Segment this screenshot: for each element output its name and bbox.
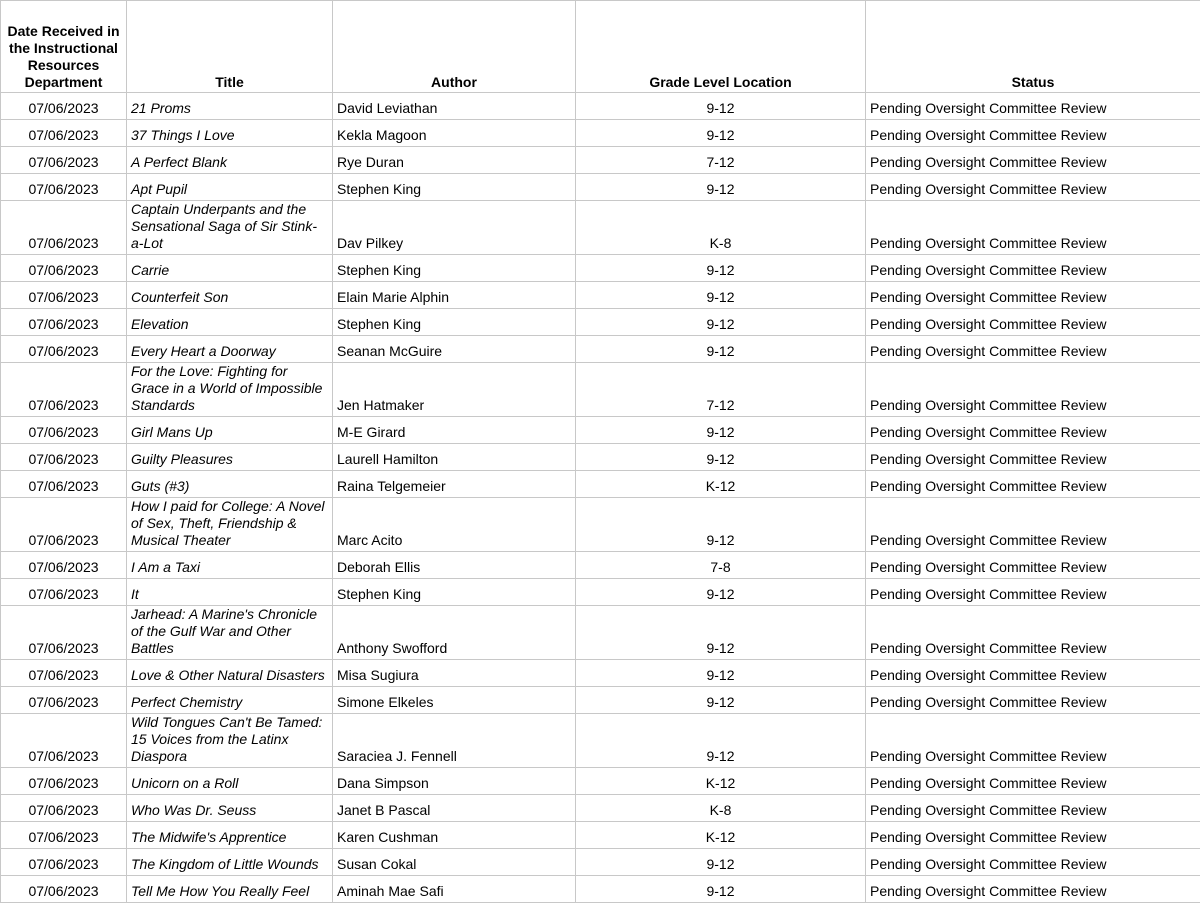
cell-grade[interactable]: 9-12 [576,498,866,552]
cell-author[interactable]: Elain Marie Alphin [333,282,576,309]
cell-status[interactable]: Pending Oversight Committee Review [866,822,1200,849]
cell-grade[interactable]: 9-12 [576,687,866,714]
table-row [1,363,1200,417]
cell-status[interactable]: Pending Oversight Committee Review [866,120,1200,147]
cell-author[interactable]: Stephen King [333,255,576,282]
cell-status[interactable]: Pending Oversight Committee Review [866,255,1200,282]
cell-date[interactable]: 07/06/2023 [1,282,127,309]
cell-author[interactable]: Dana Simpson [333,768,576,795]
cell-author[interactable]: Karen Cushman [333,822,576,849]
cell-title[interactable]: The Kingdom of Little Wounds [127,849,333,876]
cell-date[interactable]: 07/06/2023 [1,822,127,849]
cell-title[interactable]: Every Heart a Doorway [127,336,333,363]
table-row [1,498,1200,552]
table-row [1,876,1200,903]
cell-author[interactable]: Saraciea J. Fennell [333,714,576,768]
cell-status[interactable]: Pending Oversight Committee Review [866,336,1200,363]
cell-title[interactable]: 21 Proms [127,93,333,120]
cell-title[interactable]: Carrie [127,255,333,282]
cell-title[interactable]: The Midwife's Apprentice [127,822,333,849]
cell-grade[interactable]: 9-12 [576,849,866,876]
cell-author[interactable]: Jen Hatmaker [333,363,576,417]
cell-date[interactable]: 07/06/2023 [1,768,127,795]
table-row [1,282,1200,309]
cell-grade[interactable]: 7-8 [576,552,866,579]
cell-author[interactable]: Laurell Hamilton [333,444,576,471]
table-row [1,714,1200,768]
table-row [1,336,1200,363]
cell-grade[interactable]: K-12 [576,822,866,849]
cell-author[interactable]: Janet B Pascal [333,795,576,822]
table-row [1,579,1200,606]
cell-status[interactable]: Pending Oversight Committee Review [866,552,1200,579]
table-row [1,687,1200,714]
cell-status[interactable]: Pending Oversight Committee Review [866,849,1200,876]
cell-status[interactable]: Pending Oversight Committee Review [866,606,1200,660]
cell-title[interactable]: Guilty Pleasures [127,444,333,471]
cell-date[interactable]: 07/06/2023 [1,498,127,552]
cell-date[interactable]: 07/06/2023 [1,660,127,687]
cell-author[interactable]: Dav Pilkey [333,201,576,255]
cell-author[interactable]: Misa Sugiura [333,660,576,687]
cell-title[interactable]: Love & Other Natural Disasters [127,660,333,687]
cell-grade[interactable]: 9-12 [576,606,866,660]
cell-status[interactable]: Pending Oversight Committee Review [866,147,1200,174]
cell-grade[interactable]: K-12 [576,471,866,498]
cell-status[interactable]: Pending Oversight Committee Review [866,201,1200,255]
table-row [1,309,1200,336]
table-row [1,552,1200,579]
cell-title[interactable]: Counterfeit Son [127,282,333,309]
cell-date[interactable]: 07/06/2023 [1,120,127,147]
cell-title[interactable]: Girl Mans Up [127,417,333,444]
cell-date[interactable]: 07/06/2023 [1,579,127,606]
cell-author[interactable]: Raina Telgemeier [333,471,576,498]
cell-title[interactable]: Who Was Dr. Seuss [127,795,333,822]
cell-date[interactable]: 07/06/2023 [1,444,127,471]
cell-date[interactable]: 07/06/2023 [1,363,127,417]
header-title[interactable]: Title [127,1,333,93]
table-row [1,417,1200,444]
cell-date[interactable]: 07/06/2023 [1,876,127,903]
cell-author[interactable]: Rye Duran [333,147,576,174]
cell-grade[interactable]: 9-12 [576,444,866,471]
cell-grade[interactable]: 9-12 [576,714,866,768]
cell-status[interactable]: Pending Oversight Committee Review [866,417,1200,444]
cell-date[interactable]: 07/06/2023 [1,471,127,498]
cell-title[interactable]: I Am a Taxi [127,552,333,579]
cell-grade[interactable]: 9-12 [576,174,866,201]
header-author[interactable]: Author [333,1,576,93]
cell-status[interactable]: Pending Oversight Committee Review [866,363,1200,417]
cell-grade[interactable]: 9-12 [576,282,866,309]
cell-title[interactable]: Wild Tongues Can't Be Tamed: 15 Voices from the Latinx Diaspora [127,714,333,768]
table-row [1,849,1200,876]
cell-author[interactable]: Aminah Mae Safi [333,876,576,903]
cell-title[interactable]: Elevation [127,309,333,336]
cell-status[interactable]: Pending Oversight Committee Review [866,768,1200,795]
cell-date[interactable]: 07/06/2023 [1,201,127,255]
cell-grade[interactable]: 9-12 [576,336,866,363]
cell-title[interactable]: Captain Underpants and the Sensational Saga of Sir Stink-a-Lot [127,201,333,255]
cell-grade[interactable]: 9-12 [576,120,866,147]
cell-date[interactable]: 07/06/2023 [1,849,127,876]
cell-author[interactable]: Stephen King [333,309,576,336]
cell-grade[interactable]: 9-12 [576,660,866,687]
cell-grade[interactable]: 9-12 [576,417,866,444]
cell-status[interactable]: Pending Oversight Committee Review [866,93,1200,120]
table-row [1,768,1200,795]
cell-title[interactable]: Unicorn on a Roll [127,768,333,795]
table-row [1,444,1200,471]
cell-author[interactable]: Kekla Magoon [333,120,576,147]
cell-grade[interactable]: 9-12 [576,309,866,336]
header-date[interactable]: Date Received in the Instructional Resources Department [1,1,127,93]
header-row [1,1,1200,93]
cell-author[interactable]: Simone Elkeles [333,687,576,714]
cell-author[interactable]: Seanan McGuire [333,336,576,363]
cell-status[interactable]: Pending Oversight Committee Review [866,876,1200,903]
cell-grade[interactable]: K-8 [576,201,866,255]
cell-author[interactable]: Stephen King [333,174,576,201]
cell-title[interactable]: Apt Pupil [127,174,333,201]
cell-title[interactable]: A Perfect Blank [127,147,333,174]
cell-grade[interactable]: 9-12 [576,93,866,120]
cell-author[interactable]: Susan Cokal [333,849,576,876]
cell-author[interactable]: David Leviathan [333,93,576,120]
cell-status[interactable]: Pending Oversight Committee Review [866,282,1200,309]
table-row [1,147,1200,174]
cell-title[interactable]: Guts (#3) [127,471,333,498]
table-row [1,174,1200,201]
cell-title[interactable]: Perfect Chemistry [127,687,333,714]
cell-title[interactable]: Jarhead: A Marine's Chronicle of the Gulf War and Other Battles [127,606,333,660]
cell-date[interactable]: 07/06/2023 [1,714,127,768]
cell-author[interactable]: M-E Girard [333,417,576,444]
cell-status[interactable]: Pending Oversight Committee Review [866,660,1200,687]
cell-author[interactable]: Deborah Ellis [333,552,576,579]
cell-status[interactable]: Pending Oversight Committee Review [866,579,1200,606]
cell-author[interactable]: Marc Acito [333,498,576,552]
cell-author[interactable]: Anthony Swofford [333,606,576,660]
cell-author[interactable]: Stephen King [333,579,576,606]
cell-title[interactable]: 37 Things I Love [127,120,333,147]
table-body [1,93,1200,903]
cell-status[interactable]: Pending Oversight Committee Review [866,471,1200,498]
cell-date[interactable]: 07/06/2023 [1,174,127,201]
cell-status[interactable]: Pending Oversight Committee Review [866,174,1200,201]
cell-grade[interactable]: 9-12 [576,579,866,606]
cell-title[interactable]: For the Love: Fighting for Grace in a World of Impossible Standards [127,363,333,417]
cell-date[interactable]: 07/06/2023 [1,336,127,363]
cell-date[interactable]: 07/06/2023 [1,93,127,120]
table-row [1,795,1200,822]
table-row [1,120,1200,147]
cell-title[interactable]: How I paid for College: A Novel of Sex, Theft, Friendship & Musical Theater [127,498,333,552]
cell-date[interactable]: 07/06/2023 [1,687,127,714]
cell-grade[interactable]: K-8 [576,795,866,822]
cell-date[interactable]: 07/06/2023 [1,255,127,282]
table-row [1,822,1200,849]
cell-grade[interactable]: 9-12 [576,876,866,903]
cell-status[interactable]: Pending Oversight Committee Review [866,714,1200,768]
cell-grade[interactable]: 9-12 [576,255,866,282]
cell-title[interactable]: Tell Me How You Really Feel [127,876,333,903]
cell-grade[interactable]: 7-12 [576,147,866,174]
table-row [1,660,1200,687]
cell-date[interactable]: 07/06/2023 [1,606,127,660]
table-row [1,93,1200,120]
cell-grade[interactable]: 7-12 [576,363,866,417]
header-grade[interactable]: Grade Level Location [576,1,866,93]
cell-status[interactable]: Pending Oversight Committee Review [866,309,1200,336]
cell-grade[interactable]: K-12 [576,768,866,795]
cell-date[interactable]: 07/06/2023 [1,552,127,579]
cell-title[interactable]: It [127,579,333,606]
table-row [1,201,1200,255]
cell-status[interactable]: Pending Oversight Committee Review [866,795,1200,822]
table-row [1,471,1200,498]
cell-status[interactable]: Pending Oversight Committee Review [866,498,1200,552]
cell-status[interactable]: Pending Oversight Committee Review [866,444,1200,471]
cell-status[interactable]: Pending Oversight Committee Review [866,687,1200,714]
cell-date[interactable]: 07/06/2023 [1,795,127,822]
table-row [1,255,1200,282]
cell-date[interactable]: 07/06/2023 [1,417,127,444]
header-status[interactable]: Status [866,1,1200,93]
cell-date[interactable]: 07/06/2023 [1,147,127,174]
cell-date[interactable]: 07/06/2023 [1,309,127,336]
table-row [1,606,1200,660]
